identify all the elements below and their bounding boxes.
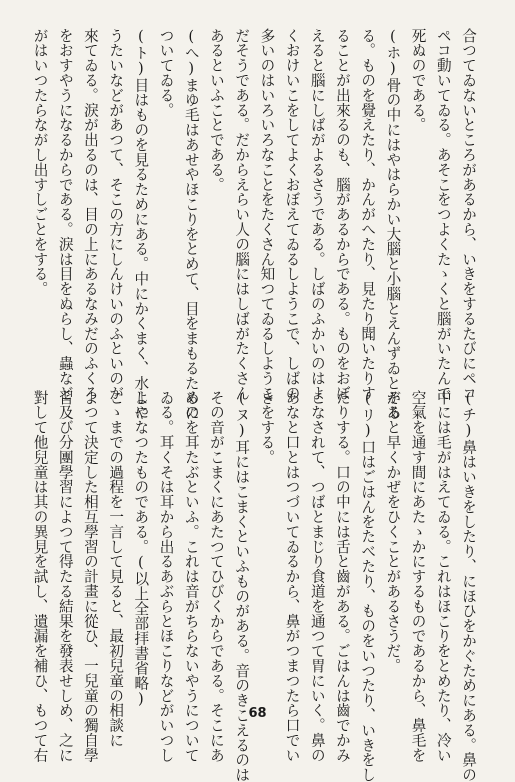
text-line: こゝまでの過程を一言して見ると、最初兒童の相談に — [107, 390, 125, 748]
text-line: (ト)目はものを見るためにある。中にかくまく、水しや — [132, 28, 150, 421]
text-line: をおすやうになるからである。淚は目をぬらし、蟲など — [56, 28, 74, 401]
text-line: 多いのはいろいろなことをたくさん知つてゐるしようこ — [258, 28, 276, 401]
text-line: (ヌ)耳にはこまくといふものがある。音のきこえるのは — [233, 390, 251, 782]
text-line: る。ものを覺えたり、かんがへたり、見たり聞いたりす — [359, 28, 377, 401]
text-line: こなされて、つばとまじり食道を通つて胃にいく。鼻の — [308, 390, 326, 763]
text-line: ついてゐる。 — [157, 28, 175, 118]
text-line: がはいつたらながし出すしごとをする。 — [31, 28, 49, 297]
text-line: 對して他兒童は其の異見を試し、遺漏を補ひ、もつて右 — [31, 390, 49, 763]
text-line: だそうである。だからえらい人の腦にはしばがたくさん — [233, 28, 251, 401]
text-line: (へ)まゆ毛はあせやほこりをとめて、目をまもるために — [182, 28, 200, 421]
text-line: ゐる。耳くそは耳から出るあぶらとほこりなどがいつし — [157, 390, 175, 763]
text-line: (ホ)骨の中にはやはらかい大腦と小腦とえんずゐとがあ — [384, 28, 402, 421]
text-line: くおけいこをしてよくおぼえてゐるしようこで、しばの — [283, 28, 301, 401]
text-line: るのを耳たぶといふ。これは音がちらないやうについて — [182, 390, 200, 763]
text-line: ペコ動いてゐる。あそこをつよくたゝくと腦がいたんで — [434, 28, 452, 401]
text-line: よつて決定した相互學習の計畫に從ひ、一兒童の獨自學 — [81, 390, 99, 763]
text-line: 中には毛がはえてゐる。これはほこりをとめたり、冷い — [434, 390, 452, 763]
text-line: よになつたものである。(以上全部拝書省略) — [132, 390, 150, 708]
upper-text-block — [27, 28, 481, 421]
text-line: 來てゐる。淚が出るのは、目の上にあるなみだのふくろ — [81, 28, 99, 401]
text-line: その音がこまくにあたつてひびくからである。そこにあ — [207, 390, 225, 763]
text-line: えると腦にしばがよるさうである。しばのふかいのはよ — [308, 28, 326, 401]
text-line: (チ)鼻はいきをしたり、にほひをかぐためにある。鼻の — [460, 390, 477, 782]
text-line: 空氣を通す間にあたゝかにするものであるから、鼻毛を — [409, 390, 427, 763]
text-line: そると早くかぜをひくことがあるさうだ。 — [384, 390, 402, 674]
page-number: 68 — [248, 706, 267, 721]
text-line: きをする。 — [258, 390, 276, 465]
text-line: たりする。口の中には舌と齒がある。ごはんは齒でかみ — [333, 390, 351, 763]
text-line: (リ)口はごはんをたべたり、ものをいつたり、いきをし — [359, 390, 377, 782]
text-line: あるといふことである。 — [207, 28, 225, 192]
text-line: 合つてゐないところがあるから、いきをするたびにペコ — [460, 28, 477, 401]
text-line: うたいなどがあつて、そこの方にしんけいのふといのが — [107, 28, 125, 401]
text-line: ることが出來るのも、腦があるからである。ものをおぼ — [333, 28, 351, 401]
text-line: 習及び分團學習によつて得たる結果を發表せしめ、之に — [56, 390, 74, 763]
text-line: 死ぬのである。 — [409, 28, 427, 133]
text-line: あなと口とはつづいてゐるから、鼻がつまつたら口でい — [283, 390, 301, 763]
